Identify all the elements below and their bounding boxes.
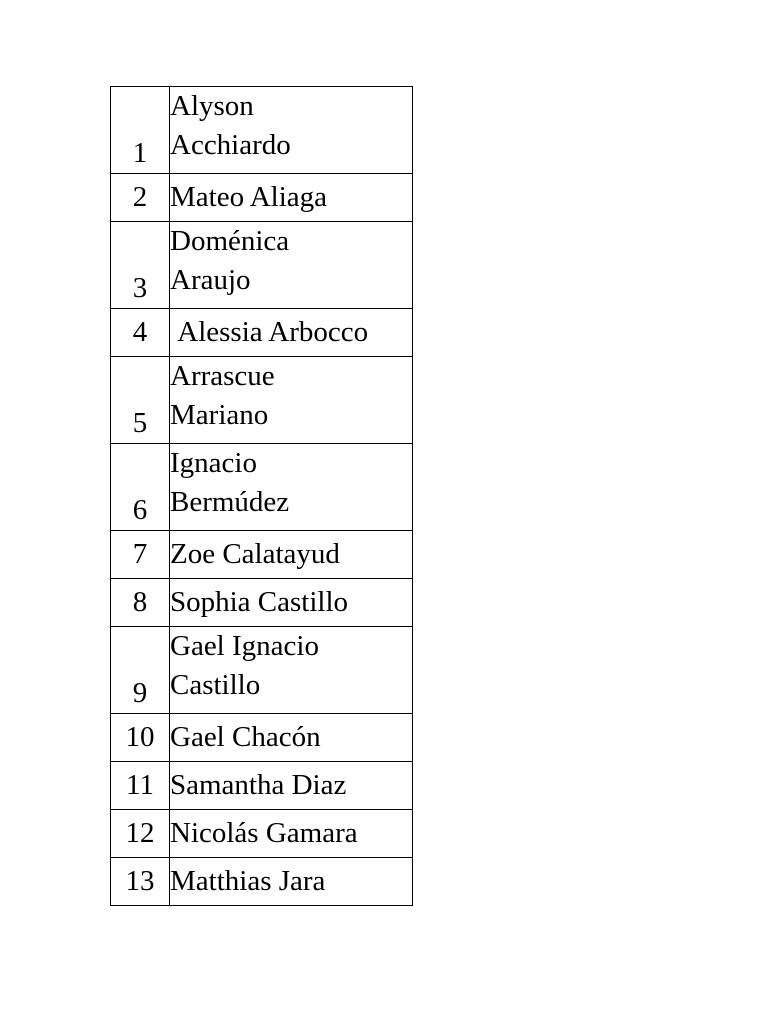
table-row — [111, 762, 413, 810]
row-number: 3 — [111, 222, 170, 309]
row-number: 5 — [111, 357, 170, 444]
row-number: 8 — [111, 579, 170, 627]
student-name: Arrascue Mariano — [170, 357, 413, 444]
student-name: Sophia Castillo — [170, 579, 413, 627]
table-row — [111, 579, 413, 627]
table-row — [111, 174, 413, 222]
row-number: 9 — [111, 627, 170, 714]
student-name: Samantha Diaz — [170, 762, 413, 810]
roster-body — [111, 87, 413, 906]
student-name: Matthias Jara — [170, 858, 413, 906]
table-row — [111, 858, 413, 906]
row-number: 10 — [111, 714, 170, 762]
student-name: Nicolás Gamara — [170, 810, 413, 858]
row-number: 4 — [111, 309, 170, 357]
student-name: Alessia Arbocco — [170, 309, 413, 357]
table-row — [111, 222, 413, 309]
student-name: Zoe Calatayud — [170, 531, 413, 579]
table-row — [111, 87, 413, 174]
table-row — [111, 309, 413, 357]
table-row — [111, 714, 413, 762]
table-row — [111, 810, 413, 858]
student-name: Gael Chacón — [170, 714, 413, 762]
row-number: 12 — [111, 810, 170, 858]
table-row — [111, 357, 413, 444]
row-number: 13 — [111, 858, 170, 906]
table-row — [111, 627, 413, 714]
roster-table — [110, 86, 413, 906]
row-number: 6 — [111, 444, 170, 531]
table-row — [111, 531, 413, 579]
student-name: Ignacio Bermúdez — [170, 444, 413, 531]
row-number: 11 — [111, 762, 170, 810]
row-number: 1 — [111, 87, 170, 174]
row-number: 2 — [111, 174, 170, 222]
table-row — [111, 444, 413, 531]
student-name: Doménica Araujo — [170, 222, 413, 309]
student-name: Alyson Acchiardo — [170, 87, 413, 174]
row-number: 7 — [111, 531, 170, 579]
student-name: Mateo Aliaga — [170, 174, 413, 222]
student-name: Gael Ignacio Castillo — [170, 627, 413, 714]
